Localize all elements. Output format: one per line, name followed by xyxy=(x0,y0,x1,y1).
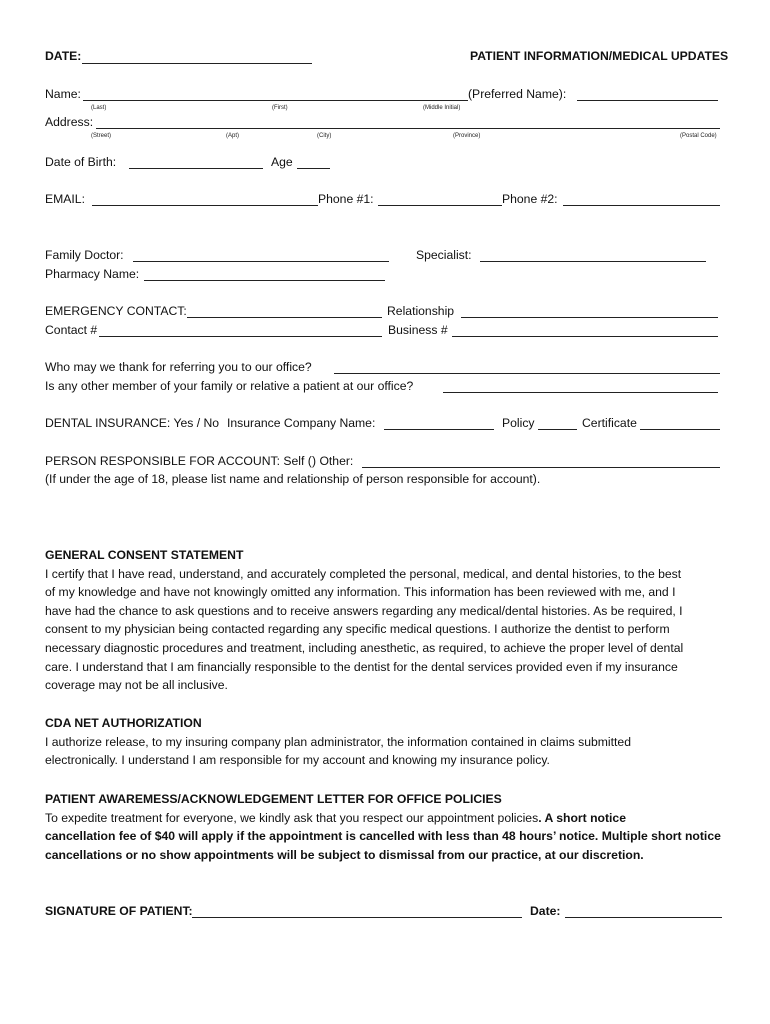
signature-field[interactable] xyxy=(192,917,522,918)
relationship-field[interactable] xyxy=(461,317,718,318)
family-patient-question: Is any other member of your family or relative a patient at our office? xyxy=(45,379,414,393)
policy-field[interactable] xyxy=(538,429,577,430)
dob-label: Date of Birth: xyxy=(45,155,117,169)
awareness-line-normal: To expedite treatment for everyone, we kindly ask that you respect our appointment policies xyxy=(45,810,539,825)
awareness-line: cancellation fee of $40 will apply if the appointment is cancelled with less than 48 hours’ notice. Multiple short notice xyxy=(45,829,721,844)
policy-label: Policy xyxy=(502,416,535,430)
certificate-field[interactable] xyxy=(640,429,720,430)
phone2-field[interactable] xyxy=(563,205,720,206)
cda-line: I authorize release, to my insuring company plan administrator, the information contained in claims submitted xyxy=(45,734,631,749)
middle-initial-sublabel: (Middle Initial) xyxy=(423,105,461,111)
address-field[interactable] xyxy=(96,128,720,129)
phone1-field[interactable] xyxy=(378,205,502,206)
city-sublabel: (City) xyxy=(317,133,332,139)
cda-line: electronically. I understand I am responsible for my account and knowing my insurance policy. xyxy=(45,753,550,768)
consent-heading: GENERAL CONSENT STATEMENT xyxy=(45,548,244,562)
awareness-heading: PATIENT AWAREMESS/ACKNOWLEDGEMENT LETTER FOR OFFICE POLICIES xyxy=(45,792,502,806)
email-field[interactable] xyxy=(92,205,318,206)
business-label: Business # xyxy=(388,323,448,337)
certificate-label: Certificate xyxy=(582,416,637,430)
signature-date-label: Date: xyxy=(530,904,561,918)
consent-line: I certify that I have read, understand, and accurately completed the personal, medical, and dental histories, to the best xyxy=(45,566,682,581)
emergency-contact-label: EMERGENCY CONTACT: xyxy=(45,304,187,318)
dental-insurance-label: DENTAL INSURANCE: Yes / No xyxy=(45,416,220,430)
referral-field[interactable] xyxy=(334,373,720,374)
responsible-label: PERSON RESPONSIBLE FOR ACCOUNT: Self ( xyxy=(45,454,312,468)
pharmacy-field[interactable] xyxy=(144,280,385,281)
awareness-line-bold: . A short notice xyxy=(538,810,626,825)
preferred-name-field[interactable] xyxy=(577,100,718,101)
pharmacy-label: Pharmacy Name: xyxy=(45,267,140,281)
postal-code-sublabel: (Postal Code) xyxy=(680,133,717,139)
other-label: ) Other: xyxy=(312,454,354,468)
consent-line: necessary diagnostic procedures and treatment, including anesthetic, as required, to achieve the proper level of dental xyxy=(45,640,684,655)
cda-section xyxy=(45,714,725,770)
email-label: EMAIL: xyxy=(45,192,85,206)
business-field[interactable] xyxy=(452,336,718,337)
name-label: Name: xyxy=(45,87,81,101)
emergency-contact-field[interactable] xyxy=(187,317,382,318)
province-sublabel: (Province) xyxy=(453,133,481,139)
phone2-label: Phone #2: xyxy=(502,192,558,206)
consent-line: of my knowledge and have not knowingly omitted any information. This information has been reviewed with me, and I xyxy=(45,585,676,600)
address-label: Address: xyxy=(45,115,94,129)
date-field[interactable] xyxy=(82,63,312,64)
consent-line: care. I understand that I am financially responsible to the dentist for the dental services provided even if my insurance xyxy=(45,659,678,674)
family-patient-field[interactable] xyxy=(443,392,718,393)
apt-sublabel: (Apt) xyxy=(226,133,240,139)
street-sublabel: (Street) xyxy=(91,133,112,139)
dob-field[interactable] xyxy=(129,168,263,169)
responsible-note: (If under the age of 18, please list name and relationship of person responsible for account). xyxy=(45,472,541,486)
awareness-line xyxy=(45,809,725,828)
insurance-company-field[interactable] xyxy=(384,429,494,430)
phone1-label: Phone #1: xyxy=(318,192,374,206)
form-title: PATIENT INFORMATION/MEDICAL UPDATES xyxy=(470,49,729,63)
age-label: Age xyxy=(271,155,293,169)
insurance-company-label: Insurance Company Name: xyxy=(227,416,376,430)
awareness-line: cancellations or no show appointments will be subject to dismissal from our practice, at our discretion. xyxy=(45,847,644,862)
consent-line: have had the chance to ask questions and to receive answers regarding any medical/dental histories. As be required, I xyxy=(45,603,683,618)
relationship-label: Relationship xyxy=(387,304,455,318)
age-field[interactable] xyxy=(297,168,330,169)
last-sublabel: (Last) xyxy=(91,105,107,111)
contact-number-field[interactable] xyxy=(99,336,382,337)
consent-section xyxy=(45,546,725,695)
awareness-section xyxy=(45,790,725,864)
family-doctor-label: Family Doctor: xyxy=(45,248,124,262)
specialist-label: Specialist: xyxy=(416,248,472,262)
specialist-field[interactable] xyxy=(480,261,706,262)
contact-number-label: Contact # xyxy=(45,323,98,337)
preferred-name-label: (Preferred Name): xyxy=(468,87,567,101)
cda-heading: CDA NET AUTHORIZATION xyxy=(45,716,202,730)
name-field[interactable] xyxy=(83,100,468,101)
signature-date-field[interactable] xyxy=(565,917,722,918)
first-sublabel: (First) xyxy=(272,105,288,111)
signature-label: SIGNATURE OF PATIENT: xyxy=(45,904,193,918)
consent-line: coverage may not be all inclusive. xyxy=(45,678,228,693)
family-doctor-field[interactable] xyxy=(133,261,389,262)
other-field[interactable] xyxy=(362,467,720,468)
referral-question: Who may we thank for referring you to our office? xyxy=(45,360,312,374)
consent-line: consent to my physician being contacted regarding any specific medical questions. I authorize the dentist to perform xyxy=(45,622,670,637)
date-label: DATE: xyxy=(45,49,82,63)
